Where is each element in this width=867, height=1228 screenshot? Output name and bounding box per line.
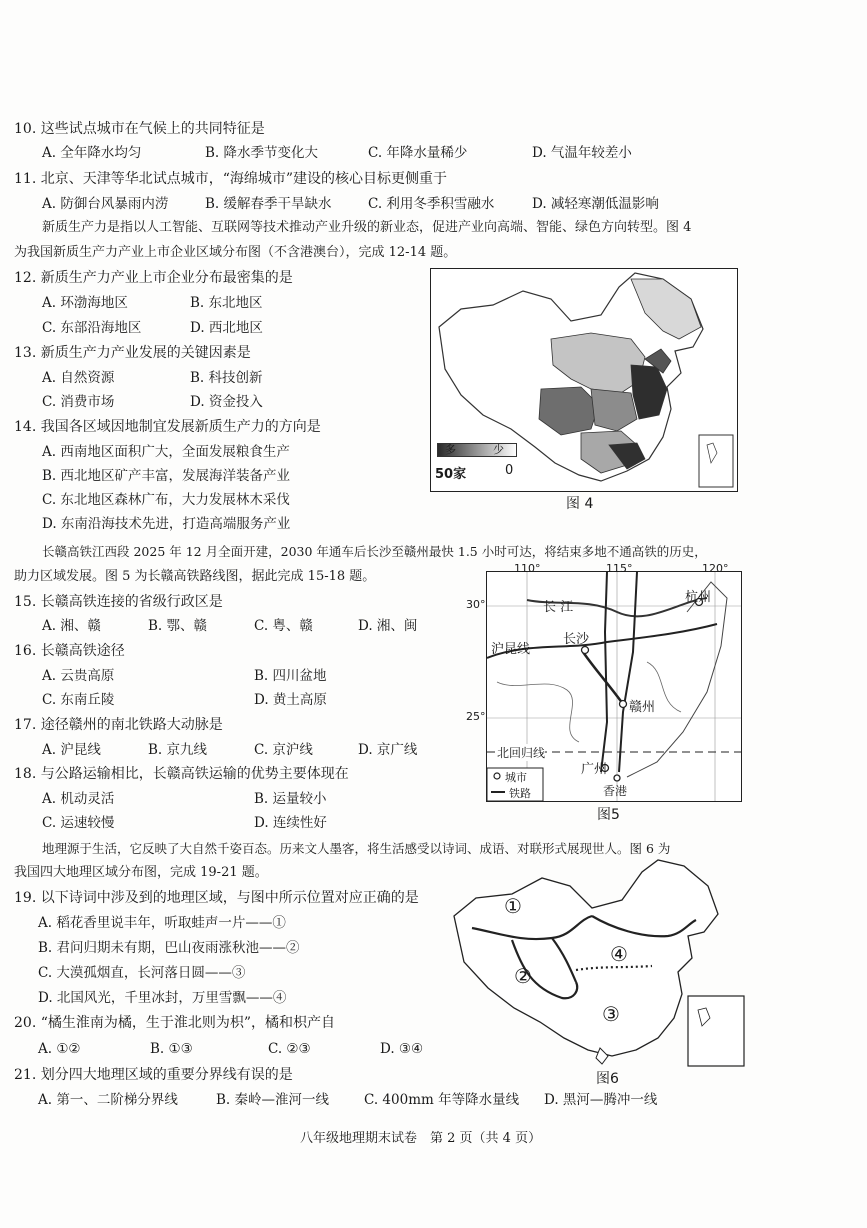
q20-option-a: A. ①②	[38, 1041, 81, 1057]
q15-option-c: C. 粤、赣	[254, 618, 313, 634]
q10-option-c: C. 年降水量稀少	[368, 145, 468, 161]
q13-stem: 13. 新质生产力产业发展的关键因素是	[14, 345, 251, 361]
region-2-label: ②	[514, 964, 532, 988]
q14-option-d: D. 东南沿海技术先进，打造高端服务产业	[42, 516, 291, 532]
hangzhou-label: 杭州	[685, 590, 712, 605]
intro-15-18-line1: 长赣高铁江西段 2025 年 12 月全面开建，2030 年通车后长沙至赣州最快 1.5 小时可达，将结束多地不通高铁的历史，	[42, 544, 707, 559]
q16-option-c: C. 东南丘陵	[42, 692, 115, 708]
q17-option-b: B. 京九线	[148, 742, 208, 758]
huhun-railway-label: 沪昆线	[491, 642, 531, 657]
q21-option-d: D. 黑河—腾冲一线	[544, 1092, 658, 1108]
q17-option-d: D. 京广线	[358, 742, 418, 758]
q18-option-d: D. 连续性好	[254, 815, 327, 831]
q16-stem: 16. 长赣高铁途径	[14, 643, 125, 659]
q12-stem: 12. 新质生产力产业上市企业分布最密集的是	[14, 270, 293, 286]
tropic-of-cancer-label: 北回归线	[497, 746, 546, 760]
longitude-115-label: 115°	[606, 562, 633, 575]
changsha-label: 长沙	[563, 632, 590, 647]
q17-stem: 17. 途径赣州的南北铁路大动脉是	[14, 717, 223, 733]
legend-max-label: 50家	[435, 467, 467, 482]
q12-option-a: A. 环渤海地区	[42, 295, 128, 311]
q14-stem: 14. 我国各区域因地制宜发展新质生产力的方向是	[14, 419, 321, 435]
region-3-label: ③	[602, 1002, 620, 1026]
q19-option-b: B. 君问归期未有期，巴山夜雨涨秋池——②	[38, 940, 300, 956]
q20-option-b: B. ①③	[150, 1041, 193, 1057]
q11-option-c: C. 利用冬季积雪融水	[368, 196, 495, 212]
ganzhou-label: 赣州	[629, 700, 656, 715]
page-footer: 八年级地理期末试卷 第 2 页（共 4 页）	[300, 1131, 542, 1146]
q20-option-c: C. ②③	[268, 1041, 311, 1057]
legend-many-label: 多	[445, 443, 456, 456]
q15-stem: 15. 长赣高铁连接的省级行政区是	[14, 594, 223, 610]
intro-12-14-line2: 为我国新质生产力产业上市企业区域分布图（不含港澳台），完成 12-14 题。	[14, 245, 457, 260]
q11-stem: 11. 北京、天津等华北试点城市，“海绵城市”建设的核心目标更侧重于	[14, 171, 448, 187]
q13-option-a: A. 自然资源	[42, 370, 115, 386]
q14-option-c: C. 东北地区森林广布，大力发展林木采伐	[42, 492, 290, 508]
q19-option-a: A. 稻花香里说丰年，听取蛙声一片——①	[38, 915, 286, 931]
figure-5-map	[486, 571, 742, 802]
changjiang-river-label: 长 江	[543, 600, 574, 615]
intro-15-18-line2: 助力区域发展。图 5 为长赣高铁路线图，据此完成 15-18 题。	[14, 569, 376, 584]
latitude-30-label: 30°	[466, 598, 486, 611]
q11-option-a: A. 防御台风暴雨内涝	[42, 196, 169, 212]
q17-option-c: C. 京沪线	[254, 742, 313, 758]
figure-6-caption: 图6	[596, 1071, 619, 1087]
hongkong-label: 香港	[603, 784, 628, 798]
q15-option-d: D. 湘、闽	[358, 618, 418, 634]
intro-19-21-line2: 我国四大地理区域分布图，完成 19-21 题。	[14, 865, 268, 880]
legend-city-label: 城市	[505, 771, 527, 784]
q11-option-b: B. 缓解春季干旱缺水	[205, 196, 332, 212]
figure-5-caption: 图5	[597, 807, 620, 823]
q20-stem: 20. “橘生淮南为橘，生于淮北则为枳”，橘和枳产自	[14, 1015, 336, 1031]
changgan-railway-map	[487, 572, 741, 801]
q10-option-b: B. 降水季节变化大	[205, 145, 319, 161]
q11-option-d: D. 减轻寒潮低温影响	[532, 196, 659, 212]
q18-option-b: B. 运量较小	[254, 791, 327, 807]
guangzhou-label: 广州	[581, 762, 608, 777]
q19-stem: 19. 以下诗词中涉及到的地理区域，与图中所示位置对应正确的是	[14, 890, 419, 906]
q18-option-c: C. 运速较慢	[42, 815, 115, 831]
china-enterprise-map	[431, 269, 737, 491]
q15-option-b: B. 鄂、赣	[148, 618, 208, 634]
q16-option-b: B. 四川盆地	[254, 668, 327, 684]
q10-option-a: A. 全年降水均匀	[42, 145, 142, 161]
q19-option-d: D. 北国风光，千里冰封，万里雪飘——④	[38, 990, 287, 1006]
legend-railway-label: 铁路	[509, 787, 531, 800]
q17-option-a: A. 沪昆线	[42, 742, 101, 758]
q14-option-a: A. 西南地区面积广大，全面发展粮食生产	[42, 444, 290, 460]
q21-option-c: C. 400mm 年等降水量线	[364, 1092, 520, 1108]
q13-option-d: D. 资金投入	[190, 394, 263, 410]
region-1-label: ①	[504, 894, 522, 918]
longitude-110-label: 110°	[514, 562, 541, 575]
q20-option-d: D. ③④	[380, 1041, 424, 1057]
figure-4-map	[430, 268, 738, 492]
intro-12-14-line1: 新质生产力是指以人工智能、互联网等技术推动产业升级的新业态，促进产业向高端、智能、绿色方向转型。图 4	[42, 220, 692, 235]
latitude-25-label: 25°	[466, 710, 486, 723]
q18-stem: 18. 与公路运输相比，长赣高铁运输的优势主要体现在	[14, 766, 349, 782]
legend-few-label: 少	[493, 443, 504, 456]
q12-option-c: C. 东部沿海地区	[42, 320, 142, 336]
q10-stem: 10. 这些试点城市在气候上的共同特征是	[14, 121, 265, 137]
q16-option-d: D. 黄土高原	[254, 692, 327, 708]
q21-stem: 21. 划分四大地理区域的重要分界线有误的是	[14, 1067, 293, 1083]
figure-6-map	[452, 858, 748, 1070]
q18-option-a: A. 机动灵活	[42, 791, 115, 807]
intro-19-21-line1: 地理源于生活，它反映了大自然千姿百态。历来文人墨客，将生活感受以诗词、成语、对联形式展现世人。图 6 为	[42, 841, 671, 856]
q16-option-a: A. 云贵高原	[42, 668, 115, 684]
q14-option-b: B. 西北地区矿产丰富，发展海洋装备产业	[42, 468, 291, 484]
q19-option-c: C. 大漠孤烟直，长河落日圆——③	[38, 965, 246, 981]
region-4-label: ④	[610, 942, 628, 966]
q21-option-b: B. 秦岭—淮河一线	[216, 1092, 330, 1108]
q13-option-b: B. 科技创新	[190, 370, 263, 386]
figure-4-caption: 图 4	[566, 496, 594, 512]
four-regions-map	[452, 858, 748, 1070]
q10-option-d: D. 气温年较差小	[532, 145, 632, 161]
q12-option-b: B. 东北地区	[190, 295, 263, 311]
q21-option-a: A. 第一、二阶梯分界线	[38, 1092, 178, 1108]
q13-option-c: C. 消费市场	[42, 394, 115, 410]
q15-option-a: A. 湘、赣	[42, 618, 101, 634]
legend-min-label: 0	[505, 463, 514, 478]
longitude-120-label: 120°	[702, 562, 729, 575]
q12-option-d: D. 西北地区	[190, 320, 263, 336]
